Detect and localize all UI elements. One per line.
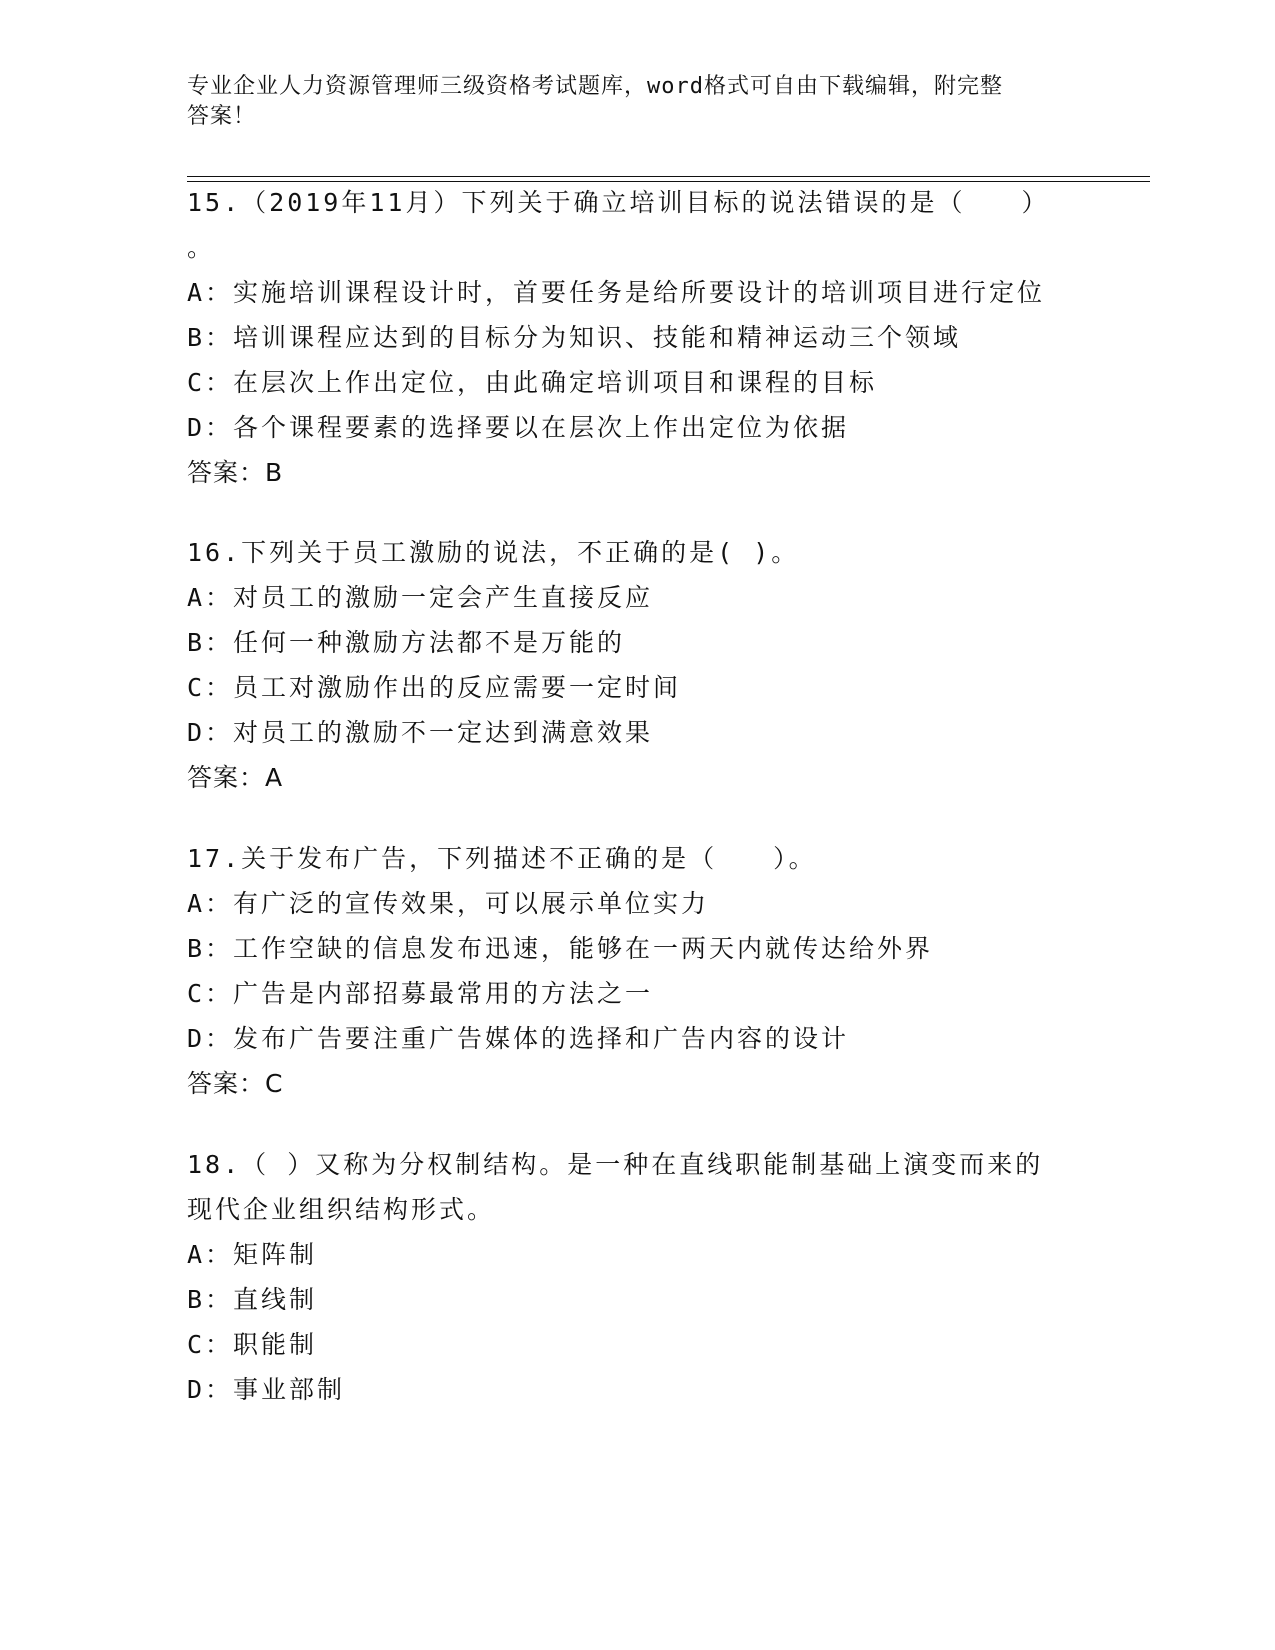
question-15 bbox=[187, 180, 1087, 495]
header-divider-top bbox=[187, 176, 1150, 177]
option-d: D：发布广告要注重广告媒体的选择和广告内容的设计 bbox=[187, 1024, 850, 1053]
option-b: B：培训课程应达到的目标分为知识、技能和精神运动三个领域 bbox=[187, 323, 962, 352]
option-a: A：有广泛的宣传效果，可以展示单位实力 bbox=[187, 889, 710, 918]
option-c: C：职能制 bbox=[187, 1330, 318, 1359]
option-b: B：工作空缺的信息发布迅速，能够在一两天内就传达给外界 bbox=[187, 934, 934, 963]
option-d: D：事业部制 bbox=[187, 1375, 346, 1404]
option-d: D：各个课程要素的选择要以在层次上作出定位为依据 bbox=[187, 413, 850, 442]
option-c: C：在层次上作出定位，由此确定培训项目和课程的目标 bbox=[187, 368, 878, 397]
answer: 答案：C bbox=[187, 1069, 284, 1098]
option-a: A：实施培训课程设计时，首要任务是给所要设计的培训项目进行定位 bbox=[187, 278, 1046, 307]
question-stem: 16.下列关于员工激励的说法，不正确的是( )。 bbox=[187, 538, 800, 567]
document-header bbox=[187, 72, 1067, 132]
question-17 bbox=[187, 836, 1087, 1106]
question-16 bbox=[187, 530, 1087, 800]
question-stem-continuation: 现代企业组织结构形式。 bbox=[187, 1195, 496, 1224]
option-b: B：任何一种激励方法都不是万能的 bbox=[187, 628, 626, 657]
header-line-1: 专业企业人力资源管理师三级资格考试题库，word格式可自由下载编辑，附完整 bbox=[187, 74, 1003, 99]
question-stem-continuation: 。 bbox=[187, 233, 216, 262]
option-c: C：广告是内部招募最常用的方法之一 bbox=[187, 979, 654, 1008]
question-stem: 17.关于发布广告，下列描述不正确的是（ ）。 bbox=[187, 844, 817, 873]
header-line-2: 答案！ bbox=[187, 104, 257, 129]
question-stem: 15.（2019年11月）下列关于确立培训目标的说法错误的是（ ） bbox=[187, 188, 1050, 217]
option-c: C：员工对激励作出的反应需要一定时间 bbox=[187, 673, 682, 702]
option-a: A：矩阵制 bbox=[187, 1240, 318, 1269]
option-d: D：对员工的激励不一定达到满意效果 bbox=[187, 718, 654, 747]
question-18 bbox=[187, 1142, 1087, 1412]
option-b: B：直线制 bbox=[187, 1285, 318, 1314]
answer: 答案：A bbox=[187, 763, 284, 792]
option-a: A：对员工的激励一定会产生直接反应 bbox=[187, 583, 654, 612]
answer: 答案：B bbox=[187, 458, 284, 487]
question-stem: 18.（ ）又称为分权制结构。是一种在直线职能制基础上演变而来的 bbox=[187, 1150, 1044, 1179]
